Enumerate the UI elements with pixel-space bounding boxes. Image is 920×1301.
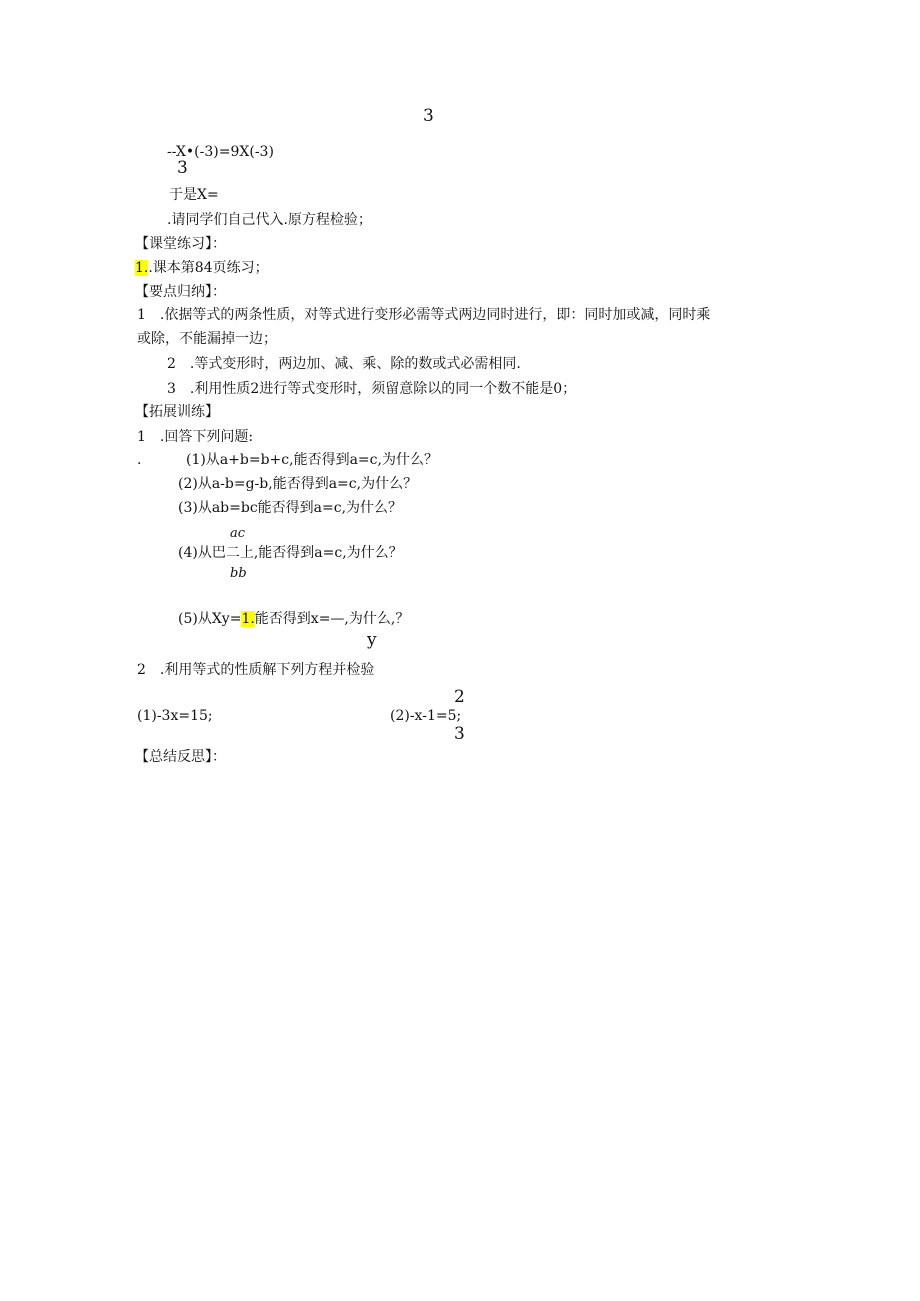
highlight-number: 1. — [135, 260, 149, 276]
practice-item — [135, 259, 269, 277]
solution-line: 于是X= — [169, 187, 219, 203]
fraction-denominator: 3 — [423, 106, 434, 126]
key-point-2: 2 .等式变形时，两边加、减、乘、除的数或式必需相同. — [167, 356, 521, 372]
fraction-denominator: y — [367, 630, 377, 650]
equation-b: (2)-x-1=5; — [390, 708, 462, 724]
key-point-3: 3 .利用性质2进行等式变形时，须留意除以的同一个数不能是0； — [167, 381, 577, 397]
fraction-denominator: 3 — [454, 724, 465, 744]
sub-question-5 — [178, 610, 409, 628]
key-point-1-line-2: 或除，不能漏掉一边； — [137, 331, 277, 347]
sub-question-3: (3)从ab=bc能否得到a=c,为什么？ — [178, 500, 403, 516]
sub-question-4: (4)从巴二上,能否得到a=c,为什么？ — [178, 545, 403, 561]
key-point-1-line-1: 1 .依据等式的两条性质，对等式进行变形必需等式两边同时进行，即：同时加或减，同时乘 — [137, 307, 711, 323]
fraction-denominator: bb — [230, 566, 247, 581]
highlight-number: 1. — [241, 611, 255, 627]
equation-line: --X•(-3)=9X(-3) — [167, 144, 274, 160]
extension-question-2-title: 2 .利用等式的性质解下列方程并检验 — [137, 662, 375, 678]
fraction-denominator: 3 — [177, 158, 188, 178]
heading-summary-reflection: 【总结反思】： — [135, 749, 226, 765]
stray-dot: . — [137, 452, 142, 468]
fraction-numerator: 2 — [454, 687, 465, 707]
sub-question-1: (1)从a+b=b+c,能否得到a=c,为什么？ — [186, 452, 438, 468]
fraction-numerator: ac — [230, 526, 246, 541]
heading-key-points: 【要点归纳】： — [135, 284, 226, 300]
sub-question-2: (2)从a-b=g-b,能否得到a=c,为什么？ — [178, 476, 418, 492]
heading-extension-training: 【拓展训练】 — [135, 404, 219, 420]
practice-text: .课本第84页练习； — [148, 260, 269, 276]
substitute-note: .请同学们自己代入.原方程检验； — [167, 212, 372, 228]
equation-a: (1)-3x=15; — [137, 708, 213, 724]
sub-question-5-suffix: 能否得到x=—,为什么,？ — [254, 611, 410, 627]
sub-question-5-prefix: (5)从Xy= — [178, 611, 242, 627]
extension-question-1-title: 1 .回答下列问题: — [137, 429, 254, 445]
heading-classroom-practice: 【课堂练习】： — [135, 236, 226, 252]
